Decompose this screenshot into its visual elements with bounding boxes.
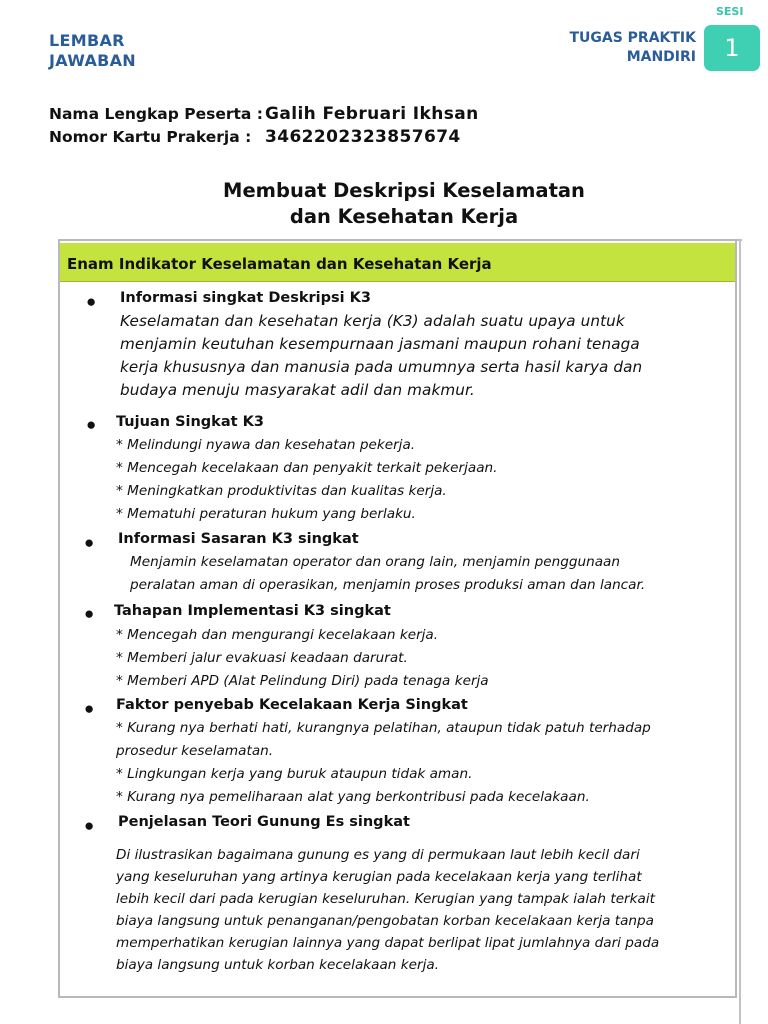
participant-identity [49,103,479,149]
item-title: Penjelasan Teori Gunung Es singkat [118,814,410,830]
item-line: biaya langsung untuk penanganan/pengobatan korban kecelakaan kerja tanpa [116,913,654,929]
item-title: Tujuan Singkat K3 [116,414,264,430]
item-line: Keselamatan dan kesehatan kerja (K3) adalah suatu upaya untuk [120,312,625,330]
item-line: * Melindungi nyawa dan kesehatan pekerja. [116,437,416,453]
item-line: Di ilustrasikan bagaimana gunung es yang di permukaan laut lebih kecil dari [116,847,640,863]
item-line: * Mencegah dan mengurangi kecelakaan kerja. [116,627,439,643]
name-value: Galih Februari Ikhsan [265,104,479,124]
bullet-icon: ● [84,816,95,835]
frame-right-border [739,239,741,1024]
card-value: 3462202323857674 [265,127,461,147]
item-line: * Mencegah kecelakaan dan penyakit terkait pekerjaan. [116,460,498,476]
item-line: kerja khususnya dan manusia pada umumnya serta hasil karya dan [120,358,643,376]
header-right-label [569,29,696,67]
bullet-icon: ● [84,604,95,623]
bullet-icon: ● [84,533,95,552]
tugas-praktik-text: TUGAS PRAKTIK [569,30,696,46]
item-title: Informasi Sasaran K3 singkat [118,531,359,547]
item-line: peralatan aman di operasikan, menjamin proses produksi aman dan lancar. [130,577,646,593]
item-line: * Mematuhi peraturan hukum yang berlaku. [116,506,416,522]
lembar-text: LEMBAR [49,31,125,50]
bullet-icon: ● [86,415,97,434]
item-line: * Meningkatkan produktivitas dan kualitas kerja. [116,483,447,499]
item-line: yang keseluruhan yang artinya kerugian pada kecelakaan kerja yang terlihat [116,869,642,885]
card-label: Nomor Kartu Prakerja : [49,128,252,146]
item-line: * Kurang nya berhati hati, kurangnya pelatihan, ataupun tidak patuh terhadap [116,720,651,736]
item-line: * Memberi jalur evakuasi keadaan darurat. [116,650,408,666]
item-line: * Kurang nya pemeliharaan alat yang berkontribusi pada kecelakaan. [116,789,590,805]
item-title: Faktor penyebab Kecelakaan Kerja Singkat [116,697,468,713]
card-row [49,126,479,149]
mandiri-text: MANDIRI [626,49,696,65]
item-title: Tahapan Implementasi K3 singkat [114,603,391,619]
item-title: Informasi singkat Deskripsi K3 [120,290,372,306]
name-label: Nama Lengkap Peserta : [49,105,263,123]
title-line-2: dan Kesehatan Kerja [289,205,519,228]
bullet-icon: ● [86,292,97,311]
sesi-label: SESI [716,5,744,18]
item-line: Menjamin keselamatan operator dan orang lain, menjamin penggunaan [130,554,621,570]
item-line: budaya menuju masyarakat adil dan makmur. [120,381,475,399]
jawaban-text: JAWABAN [49,51,136,70]
item-line: prosedur keselamatan. [116,743,274,759]
bullet-icon: ● [84,699,95,718]
section-heading: Enam Indikator Keselamatan dan Kesehatan Kerja [60,243,735,282]
item-line: * Memberi APD (Alat Pelindung Diri) pada tenaga kerja [116,673,489,689]
header-left-label [49,31,136,71]
item-line: biaya langsung untuk korban kecelakaan kerja. [116,957,439,973]
item-line: menjamin keutuhan kesempurnaan jasmani maupun rohani tenaga [120,335,640,353]
name-row [49,103,479,126]
document-title [0,178,768,230]
title-line-1: Membuat Deskripsi Keselamatan [223,179,585,202]
sesi-number-badge: 1 [704,25,760,71]
item-line: * Lingkungan kerja yang buruk ataupun tidak aman. [116,766,473,782]
item-line: memperhatikan kerugian lainnya yang dapat berlipat lipat jumlahnya dari pada [116,935,660,951]
item-line: lebih kecil dari pada kerugian keseluruhan. Kerugian yang tampak ialah terkait [116,891,655,907]
